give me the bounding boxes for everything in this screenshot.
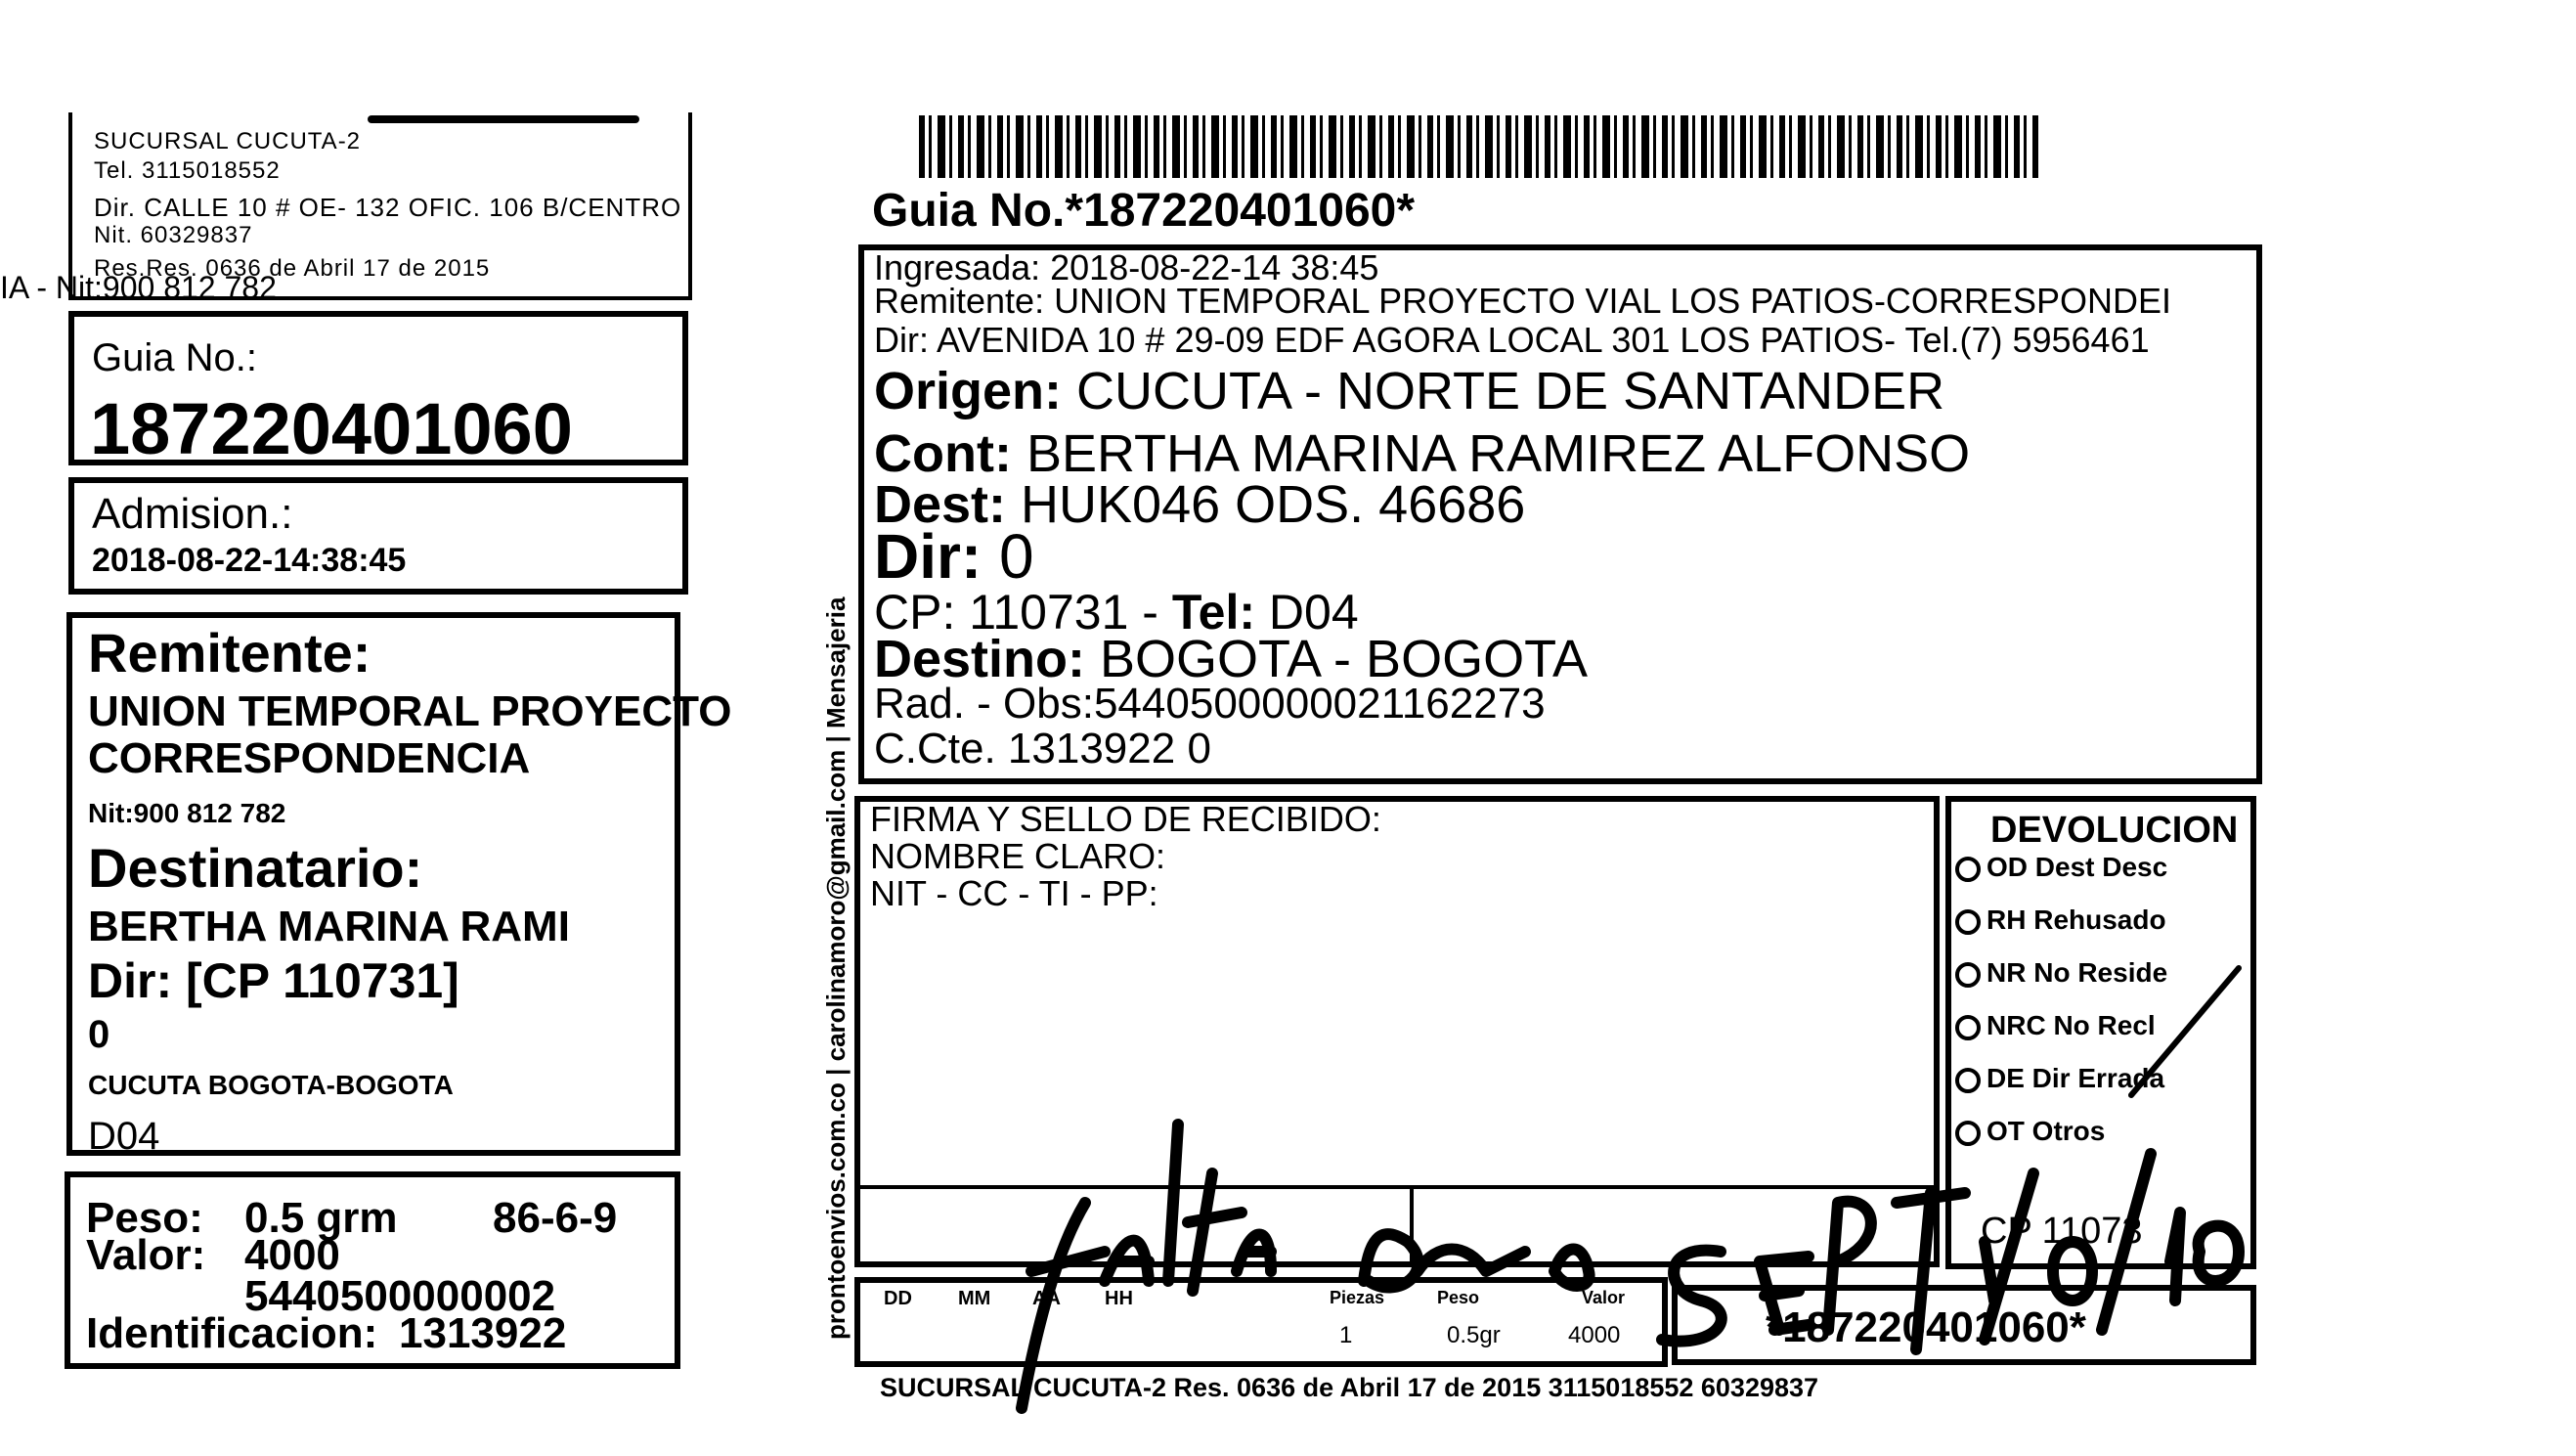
destino-label: Destino: — [874, 630, 1085, 688]
tel-value: D04 — [1268, 585, 1359, 640]
firma-line1: FIRMA Y SELLO DE RECIBIDO: — [870, 799, 1381, 839]
destinatario-label: Destinatario: — [88, 837, 423, 899]
dir2-value: 0 — [999, 521, 1034, 592]
peso-col-value: 0.5gr — [1447, 1322, 1501, 1348]
peso-value: 0.5 grm — [244, 1194, 398, 1242]
dest-value: HUK046 ODS. 46686 — [1021, 475, 1526, 534]
destinatario-dir: Dir: [CP 110731] — [88, 953, 459, 1008]
dd-label: DD — [884, 1288, 912, 1309]
hh-label: HH — [1105, 1288, 1133, 1309]
devolucion-option-label: OD Dest Desc — [1987, 852, 2168, 882]
cont-label: Cont: — [874, 424, 1012, 483]
origen-value: CUCUTA - NORTE DE SANTANDER — [1076, 362, 1945, 420]
devolucion-option-label: DE Dir Errada — [1987, 1063, 2165, 1093]
valor-col-value: 4000 — [1568, 1322, 1621, 1348]
admision-label: Admision.: — [92, 490, 293, 538]
branch-nit: Nit. 60329837 — [94, 222, 253, 248]
ident-label: Identificacion: — [86, 1309, 378, 1357]
destinatario-dir-value: 0 — [88, 1013, 110, 1056]
piezas-value: 1 — [1339, 1322, 1353, 1348]
info-dir: Dir: AVENIDA 10 # 29-09 EDF AGORA LOCAL 301 LOS PATIOS- Tel.(7) 5956461 — [874, 320, 2150, 360]
devolucion-cp: CP 11073 — [1981, 1211, 2143, 1252]
ccte: C.Cte. 1313922 0 — [874, 725, 1211, 772]
branch-name: SUCURSAL CUCUTA-2 — [94, 128, 362, 154]
origen-label: Origen: — [874, 362, 1063, 420]
peso-label: Peso: — [86, 1194, 203, 1242]
branch-dir: Dir. CALLE 10 # OE- 132 OFIC. 106 B/CENTRO — [94, 193, 682, 222]
dest-label: Dest: — [874, 475, 1007, 534]
firma-line2: NOMBRE CLARO: — [870, 836, 1166, 876]
cont-value: BERTHA MARINA RAMIREZ ALFONSO — [1026, 424, 1971, 483]
destinatario-name: BERTHA MARINA RAMI — [88, 903, 570, 950]
devolucion-option-label: NRC No Recl — [1987, 1010, 2156, 1040]
remitente-label: Remitente: — [88, 622, 371, 684]
admision-date: 2018-08-22-14:38:45 — [92, 542, 407, 579]
destino-value: BOGOTA - BOGOTA — [1100, 630, 1589, 688]
mm-label: MM — [958, 1288, 991, 1309]
piezas-label: Piezas — [1330, 1288, 1385, 1307]
destinatario-route: CUCUTA BOGOTA-BOGOTA — [88, 1070, 454, 1100]
footer-text: SUCURSAL CUCUTA-2 Res. 0636 de Abril 17 de 2015 3115018552 60329837 — [880, 1373, 1819, 1402]
branch-res: Res.Res. 0636 de Abril 17 de 2015 — [94, 255, 491, 282]
left-guia-label: Guia No.: — [92, 336, 257, 379]
guia-header: Guia No.*187220401060* — [872, 185, 1416, 237]
destinatario-code: D04 — [88, 1115, 160, 1158]
remitente-nit: Nit:900 812 782 — [88, 798, 286, 828]
peso-col-label: Peso — [1437, 1288, 1480, 1307]
devolucion-title: DEVOLUCION — [1990, 810, 2239, 851]
rad-obs: Rad. - Obs:5440500000021162273 — [874, 680, 1546, 728]
dir2-label: Dir: — [874, 521, 982, 592]
summary-ref: 5440500000002 — [244, 1272, 556, 1320]
vertical-side-text: prontoenvios.com.co | carolinamoro@gmail.com | Mensajeria — [821, 596, 851, 1340]
left-guia-number: 187220401060 — [90, 388, 573, 469]
remitente-name-2: CORRESPONDENCIA — [88, 734, 531, 782]
info-remitente: Remitente: UNION TEMPORAL PROYECTO VIAL LOS PATIOS-CORRESPONDEI — [874, 281, 2171, 321]
bottom-barcode-text: *187220401060* — [1766, 1303, 2086, 1351]
branch-tel: Tel. 3115018552 — [94, 157, 281, 184]
cp-text: CP: 110731 - — [874, 585, 1172, 640]
firma-line3: NIT - CC - TI - PP: — [870, 873, 1158, 913]
valor-label: Valor: — [86, 1231, 206, 1279]
ident-value: 1313922 — [399, 1309, 567, 1357]
summary-code: 86-6-9 — [493, 1194, 618, 1242]
edge-text: IA - Nit:900 812 782 — [0, 270, 277, 305]
ingresada: Ingresada: 2018-08-22-14 38:45 — [874, 247, 1379, 287]
tel-label: Tel: — [1171, 585, 1255, 640]
devolucion-option-label: OT Otros — [1987, 1116, 2106, 1146]
devolucion-option-label: RH Rehusado — [1987, 904, 2166, 935]
remitente-name-1: UNION TEMPORAL PROYECTO — [88, 687, 732, 735]
aa-label: AA — [1032, 1288, 1061, 1309]
valor-value: 4000 — [244, 1231, 340, 1279]
valor-col-label: Valor — [1582, 1288, 1626, 1307]
devolucion-option-label: NR No Reside — [1987, 957, 2168, 988]
